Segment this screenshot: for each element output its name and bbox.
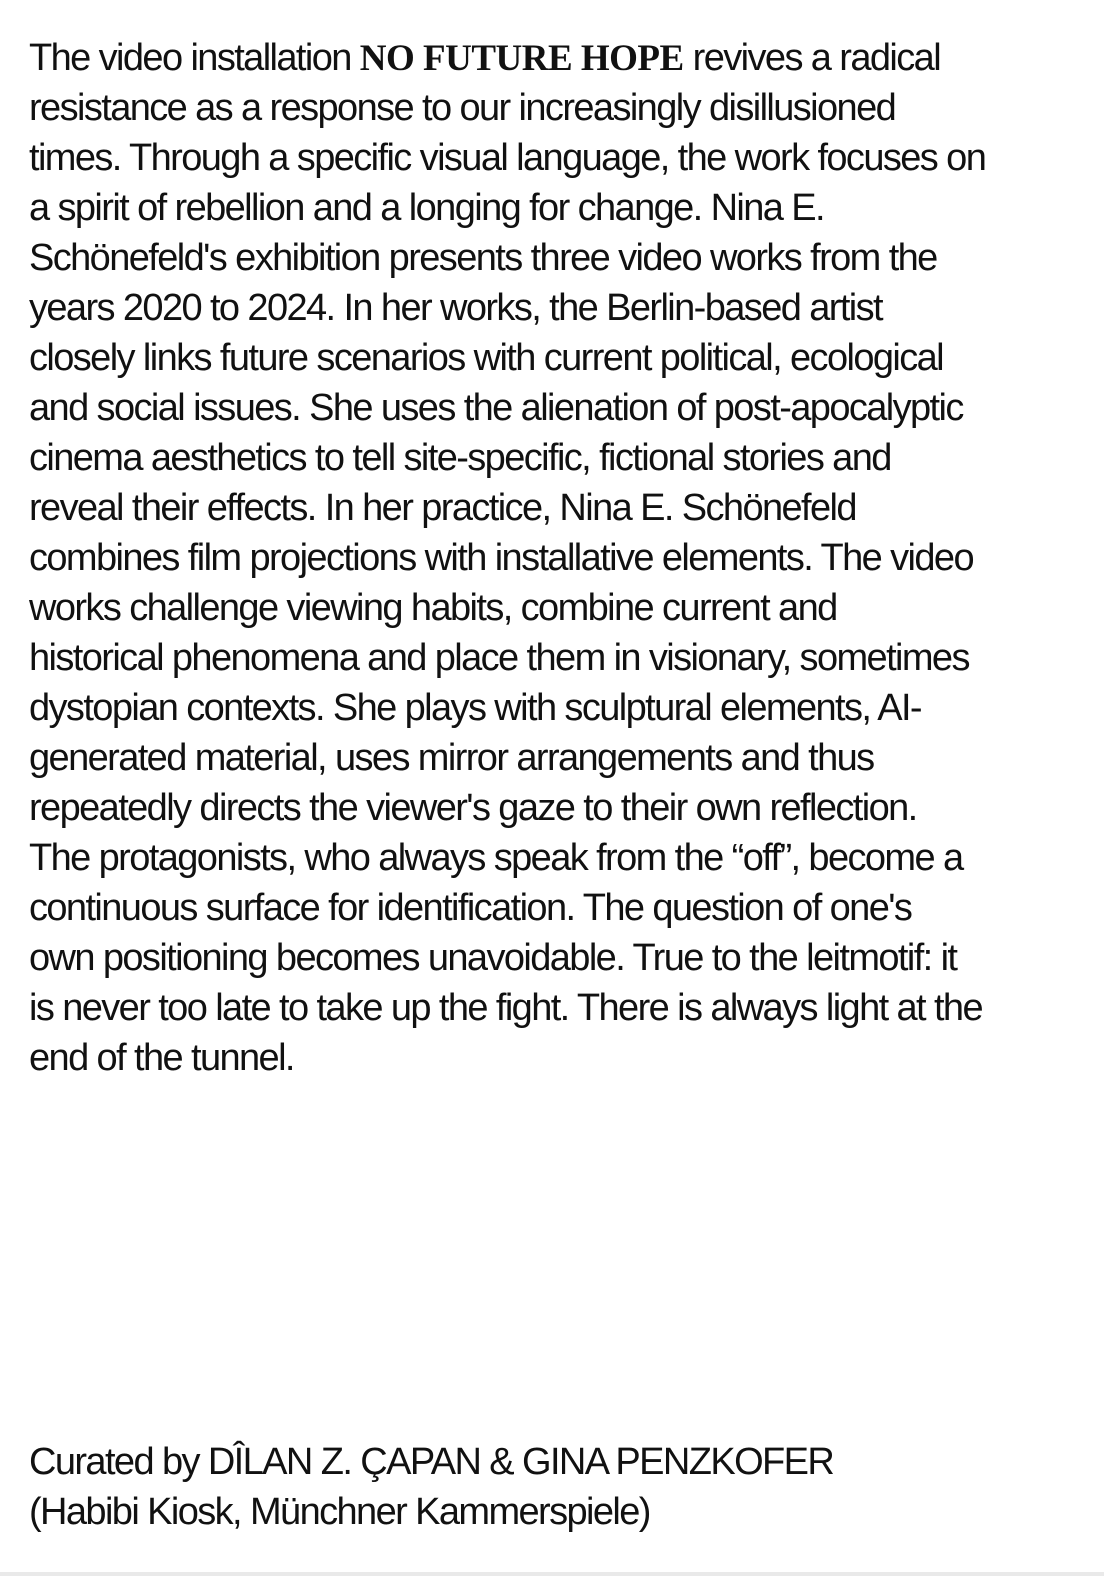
- paragraph-line: times. Through a specific visual language, the work focuses on: [29, 137, 986, 179]
- paragraph-line: closely links future scenarios with current political, ecological: [29, 337, 944, 379]
- paragraph-line: resistance as a response to our increasingly disillusioned: [29, 87, 896, 129]
- paragraph-line: end of the tunnel.: [29, 1037, 294, 1079]
- paragraph-line: dystopian contexts. She plays with sculptural elements, AI-: [29, 687, 921, 729]
- paragraph-line: historical phenomena and place them in visionary, sometimes: [29, 637, 969, 679]
- intro-text-continued: revives a radical: [683, 37, 941, 79]
- intro-text: The video installation: [29, 37, 360, 79]
- paragraph-line: [29, 33, 1089, 83]
- paragraph-line: and social issues. She uses the alienation of post-apocalyptic: [29, 387, 963, 429]
- paragraph-line: works challenge viewing habits, combine current and: [29, 587, 837, 629]
- paragraph-line: combines film projections with installative elements. The video: [29, 537, 973, 579]
- affiliation-line: (Habibi Kiosk, Münchner Kammerspiele): [29, 1491, 650, 1533]
- installation-title: NO FUTURE HOPE: [359, 38, 684, 79]
- paragraph-line: The protagonists, who always speak from the “off”, become a: [29, 837, 963, 879]
- paragraph-line: reveal their effects. In her practice, Nina E. Schönefeld: [29, 487, 856, 529]
- paragraph-line: years 2020 to 2024. In her works, the Berlin-based artist: [29, 287, 882, 329]
- paragraph-line: is never too late to take up the fight. There is always light at the: [29, 987, 982, 1029]
- paragraph-line: own positioning becomes unavoidable. True to the leitmotif: it: [29, 937, 957, 979]
- paragraph-line: generated material, uses mirror arrangements and thus: [29, 737, 874, 779]
- paragraph-line: a spirit of rebellion and a longing for change. Nina E.: [29, 187, 824, 229]
- paragraph-line: Schönefeld's exhibition presents three video works from the: [29, 237, 937, 279]
- curated-by-line: Curated by DÎLAN Z. ÇAPAN & GINA PENZKOFER: [29, 1441, 834, 1483]
- paragraph-line: cinema aesthetics to tell site-specific, fictional stories and: [29, 437, 891, 479]
- curator-credits: [29, 1437, 1089, 1537]
- bottom-border: [0, 1572, 1104, 1576]
- exhibition-description: [29, 33, 1089, 1083]
- paragraph-line: repeatedly directs the viewer's gaze to their own reflection.: [29, 787, 917, 829]
- paragraph-line: continuous surface for identification. The question of one's: [29, 887, 912, 929]
